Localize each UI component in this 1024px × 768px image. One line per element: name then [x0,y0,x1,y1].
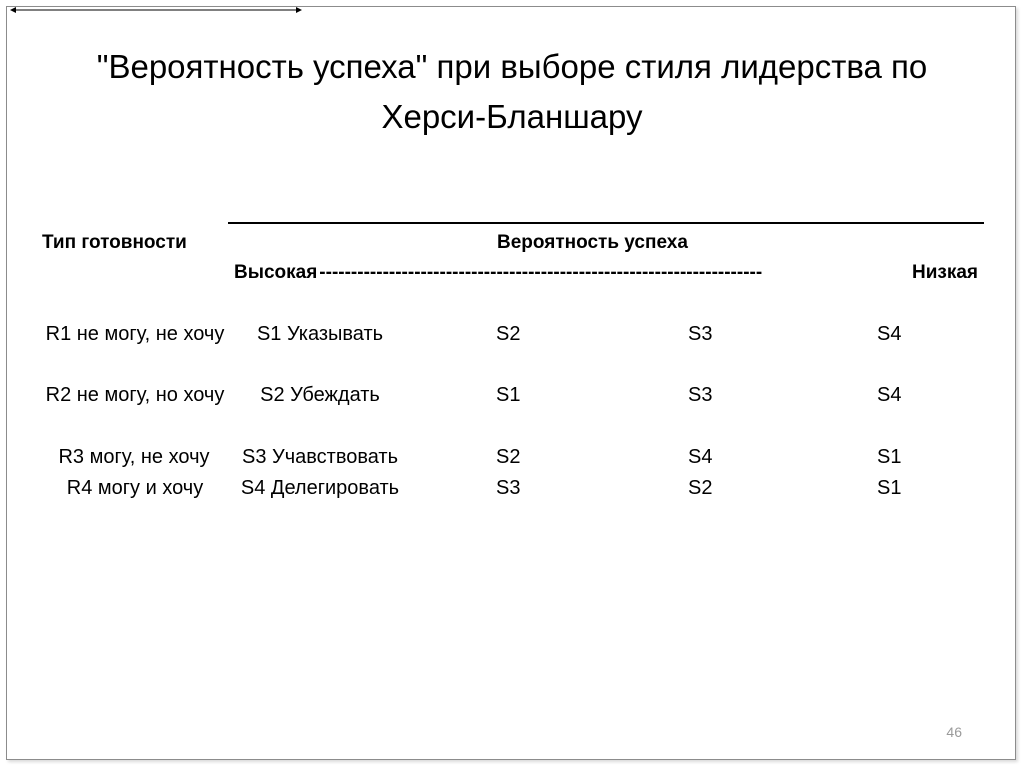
style-high-cell: S4 Делегировать [240,477,400,499]
style-low-cell: S4 [877,384,902,406]
readiness-type-header: Тип готовности [42,232,187,253]
readiness-type-cell: R3 могу, не хочу [58,446,210,468]
style-cell-3: S2 [688,477,713,499]
page-number: 46 [946,724,962,740]
style-low-cell: S1 [877,446,902,468]
style-cell-3: S3 [688,323,713,345]
scale-dashes: ---------------------------------------------------------------------- [319,262,763,283]
slide-title: "Вероятность успеха" при выборе стиля лидерства по Херси-Бланшару [96,48,928,135]
style-high-cell: S2 Убеждать [260,384,380,406]
probability-scale [234,261,978,285]
style-low-cell: S1 [877,477,902,499]
style-cell-2: S2 [496,323,521,345]
style-cell-2: S1 [496,384,521,406]
style-cell-2: S3 [496,477,521,499]
style-low-cell: S4 [877,323,902,345]
scale-low-label: Низкая [911,262,978,283]
readiness-type-cell: R4 могу и хочу [66,477,204,499]
style-cell-3: S4 [688,446,713,468]
ruler-marker [10,6,302,14]
style-high-cell: S1 Указывать [256,323,384,345]
style-cell-3: S3 [688,384,713,406]
readiness-type-cell: R1 не могу, не хочу [45,323,225,345]
style-cell-2: S2 [496,446,521,468]
success-probability-header: Вероятность успеха [497,232,688,253]
table-top-rule [228,222,984,224]
readiness-type-cell: R2 не могу, но хочу [45,384,225,406]
style-high-cell: S3 Учавствовать [241,446,398,468]
scale-high-label: Высокая [234,262,318,283]
